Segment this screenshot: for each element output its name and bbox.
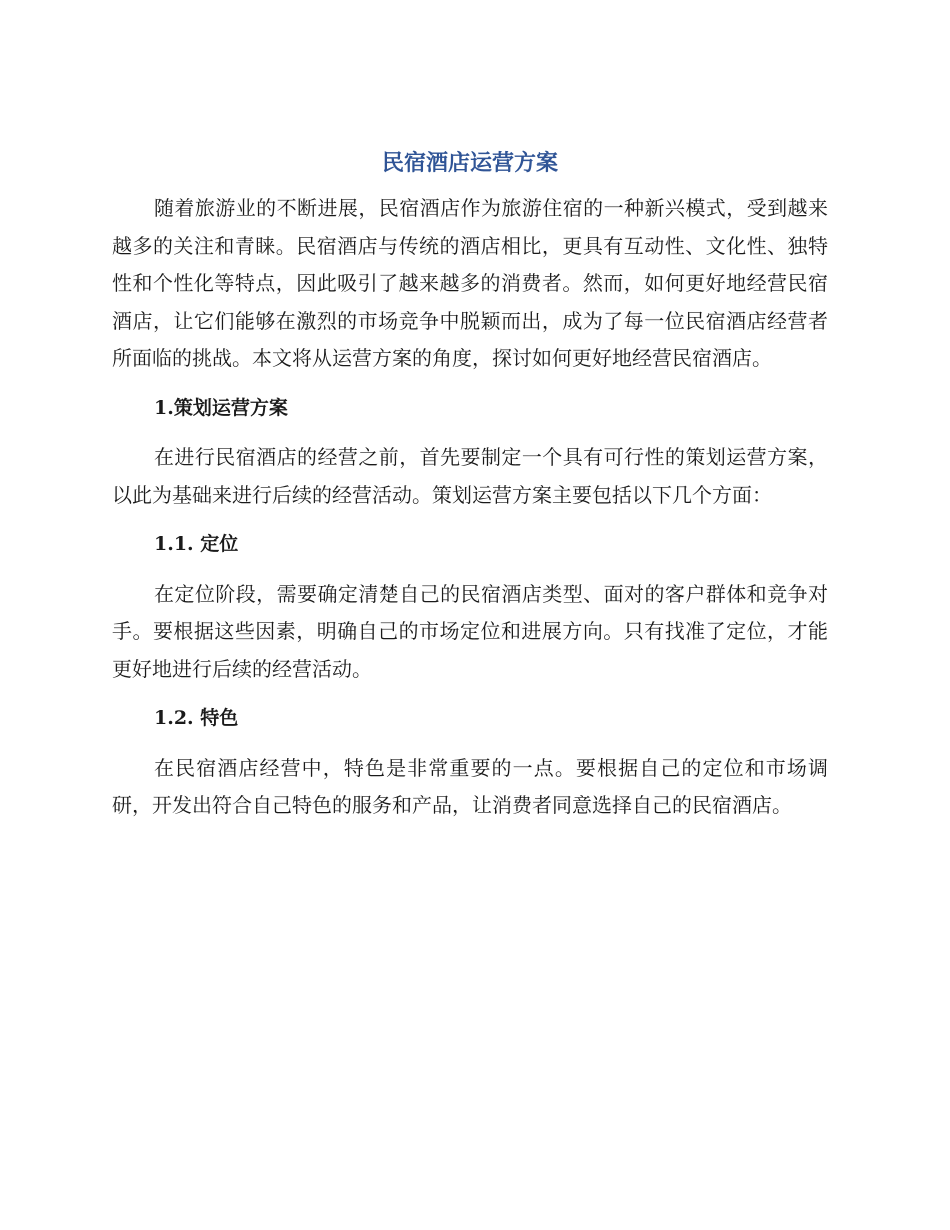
- section-heading-positioning: 1.1. 定位: [154, 533, 239, 555]
- section-paragraph-features: 在民宿酒店经营中，特色是非常重要的一点。要根据自己的定位和市场调研，开发出符合自己特色的服务和产品，让消费者同意选择自己的民宿酒店。: [112, 755, 828, 817]
- section-heading-planning: 1.策划运营方案: [154, 396, 288, 419]
- intro-paragraph: 随着旅游业的不断进展，民宿酒店作为旅游住宿的一种新兴模式，受到越来越多的关注和青睐。民宿酒店与传统的酒店相比，更具有互动性、文化性、独特性和个性化等特点，因此吸引了越来越多的消费者。然而，如何更好地经营民宿酒店，让它们能够在激烈的市场竞争中脱颖而出，成为了每一位民宿酒店经营者所面临的挑战。本文将从运营方案的角度，探讨如何更好地经营民宿酒店。: [112, 196, 828, 370]
- section-paragraph-planning: 在进行民宿酒店的经营之前，首先要制定一个具有可行性的策划运营方案，以此为基础来进行后续的经营活动。策划运营方案主要包括以下几个方面：: [112, 445, 828, 507]
- document-title: 民宿酒店运营方案: [381, 151, 558, 176]
- document-body: [112, 144, 828, 837]
- section-paragraph-positioning: 在定位阶段，需要确定清楚自己的民宿酒店类型、面对的客户群体和竞争对手。要根据这些因素，明确自己的市场定位和进展方向。只有找准了定位，才能更好地进行后续的经营活动。: [112, 581, 828, 681]
- section-heading-features: 1.2. 特色: [154, 707, 239, 729]
